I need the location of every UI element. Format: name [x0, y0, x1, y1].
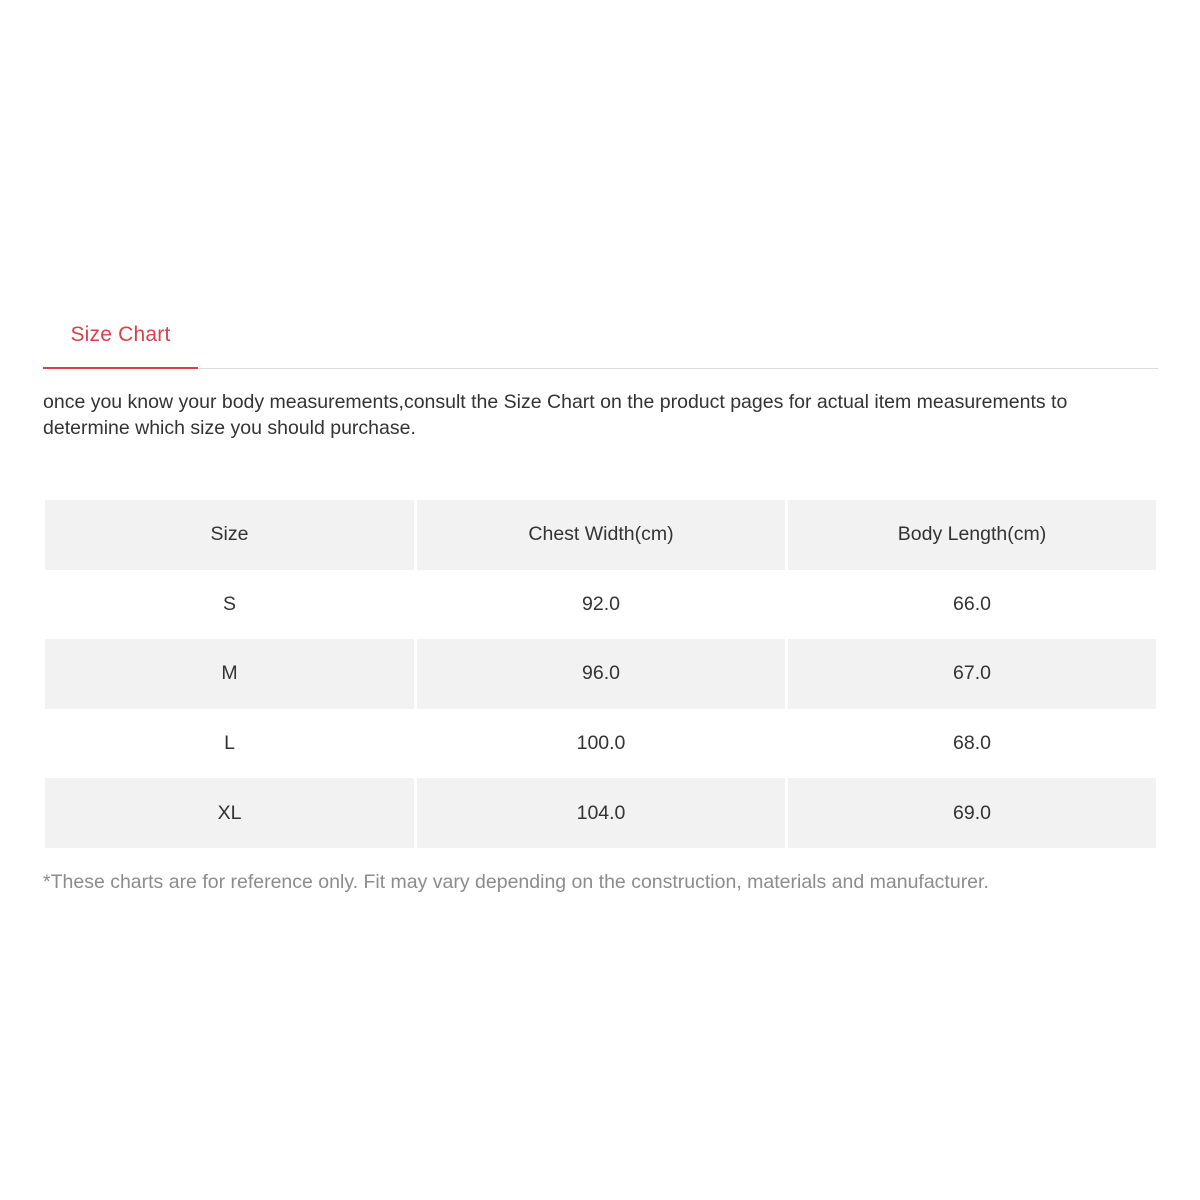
table-row: [45, 709, 1156, 779]
cell-chest-width: 96.0: [414, 639, 785, 709]
table-header-row: [45, 500, 1156, 570]
size-table: [45, 500, 1156, 848]
header-size: Size: [45, 500, 414, 570]
table-row: [45, 778, 1156, 848]
cell-size: L: [224, 732, 235, 755]
tab-size-chart-label: Size Chart: [70, 323, 171, 346]
header-chest-width: Chest Width(cm): [414, 500, 785, 570]
cell-size: M: [45, 639, 414, 709]
intro-text: once you know your body measurements,consult the Size Chart on the product pages for actual item measurements to determine which size you should purchase.: [43, 391, 1068, 439]
table-row: [45, 570, 1156, 640]
cell-size: S: [222, 592, 236, 615]
disclaimer-note: *These charts are for reference only. Fit may vary depending on the construction, materials and manufacturer.: [43, 871, 989, 893]
tab-size-chart[interactable]: [43, 318, 198, 369]
cell-body-length: 66.0: [785, 570, 1156, 640]
cell-body-length: 67.0: [785, 639, 1156, 709]
cell-body-length: 68.0: [785, 709, 1156, 779]
cell-chest-width: 104.0: [414, 778, 785, 848]
header-body-length: Body Length(cm): [785, 500, 1156, 570]
cell-chest-width: 92.0: [414, 570, 785, 640]
tab-bar: [43, 318, 1158, 369]
cell-size: XL: [45, 778, 414, 848]
cell-body-length: 69.0: [785, 778, 1156, 848]
table-row: [45, 639, 1156, 709]
cell-chest-width: 100.0: [414, 709, 785, 779]
